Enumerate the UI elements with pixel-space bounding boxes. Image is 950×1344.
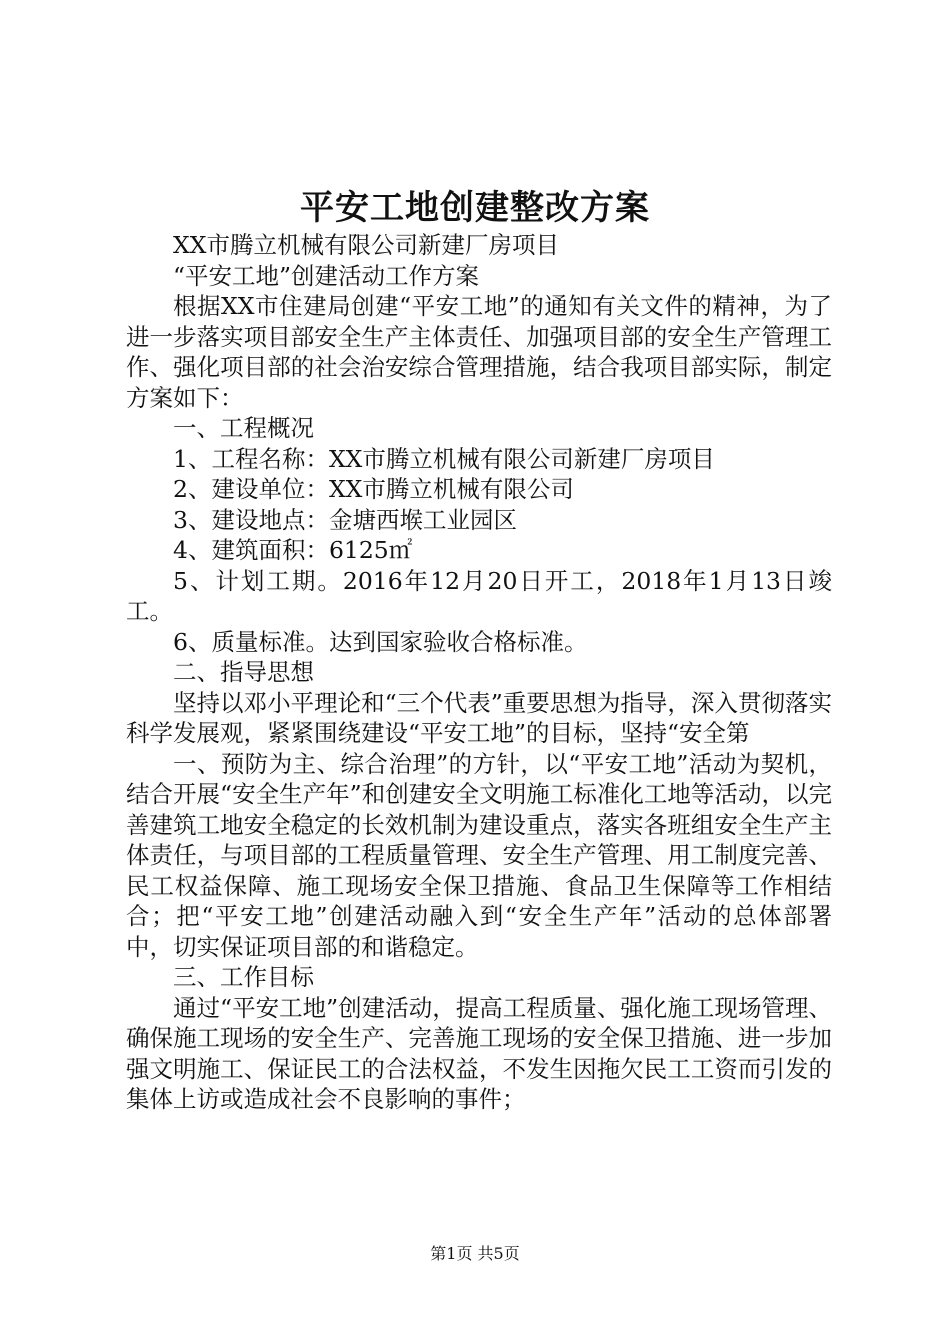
plan-subtitle: “平安工地”创建活动工作方案 [173, 261, 480, 290]
overview-item: 4、建筑面积：6125㎡ [173, 536, 413, 564]
overview-item: 6、质量标准。达到国家验收合格标准。 [173, 627, 588, 656]
project-name-line: XX市腾立机械有限公司新建厂房项目 [173, 231, 559, 259]
document-title: 平安工地创建整改方案 [300, 188, 650, 228]
page-number-footer: 第1页 共5页 [430, 1244, 520, 1263]
guiding-ideology-paragraph: 一、预防为主、综合治理”的方针，以“平安工地”活动为契机，结合开展“安全生产年”和创建安全文明施工标准化工地等活动，以完善建筑工地安全稳定的长效机制为建设重点，落实各班组安全生产主体责任，与项目部的工程质量管理、安全生产管理、用工制度完善、民工权益保障、施工现场安全保卫措施、食品卫生保障等工作相结合；把“平安工地”创建活动融入到“安全生产年”活动的总体部署中，切实保证项目部的和谐稳定。 [126, 749, 832, 961]
guiding-ideology-paragraph: 坚持以邓小平理论和“三个代表”重要思想为指导，深入贯彻落实科学发展观，紧紧围绕建设“平安工地”的目标，坚持“安全第 [126, 688, 832, 747]
overview-item: 1、工程名称：XX市腾立机械有限公司新建厂房项目 [173, 444, 715, 473]
document-body [126, 230, 832, 1115]
work-goals-paragraph: 通过“平安工地”创建活动，提高工程质量、强化施工现场管理、确保施工现场的安全生产、完善施工现场的安全保卫措施、进一步加强文明施工、保证民工的合法权益，不发生因拖欠民工工资而引发的集体上访或造成社会不良影响的事件； [126, 993, 832, 1113]
section-heading-work-goals: 三、工作目标 [173, 963, 314, 991]
overview-item: 5、计划工期。2016年12月20日开工，2018年1月13日竣工。 [126, 566, 832, 625]
overview-item: 2、建设单位：XX市腾立机械有限公司 [173, 475, 574, 503]
intro-paragraph: 根据XX市住建局创建“平安工地”的通知有关文件的精神，为了进一步落实项目部安全生产主体责任、加强项目部的安全生产管理工作、强化项目部的社会治安综合管理措施，结合我项目部实际，制定方案如下： [126, 292, 832, 412]
section-heading-overview: 一、工程概况 [173, 414, 314, 442]
overview-item: 3、建设地点：金塘西堠工业园区 [173, 505, 517, 534]
section-heading-guiding-ideology: 二、指导思想 [173, 658, 314, 686]
